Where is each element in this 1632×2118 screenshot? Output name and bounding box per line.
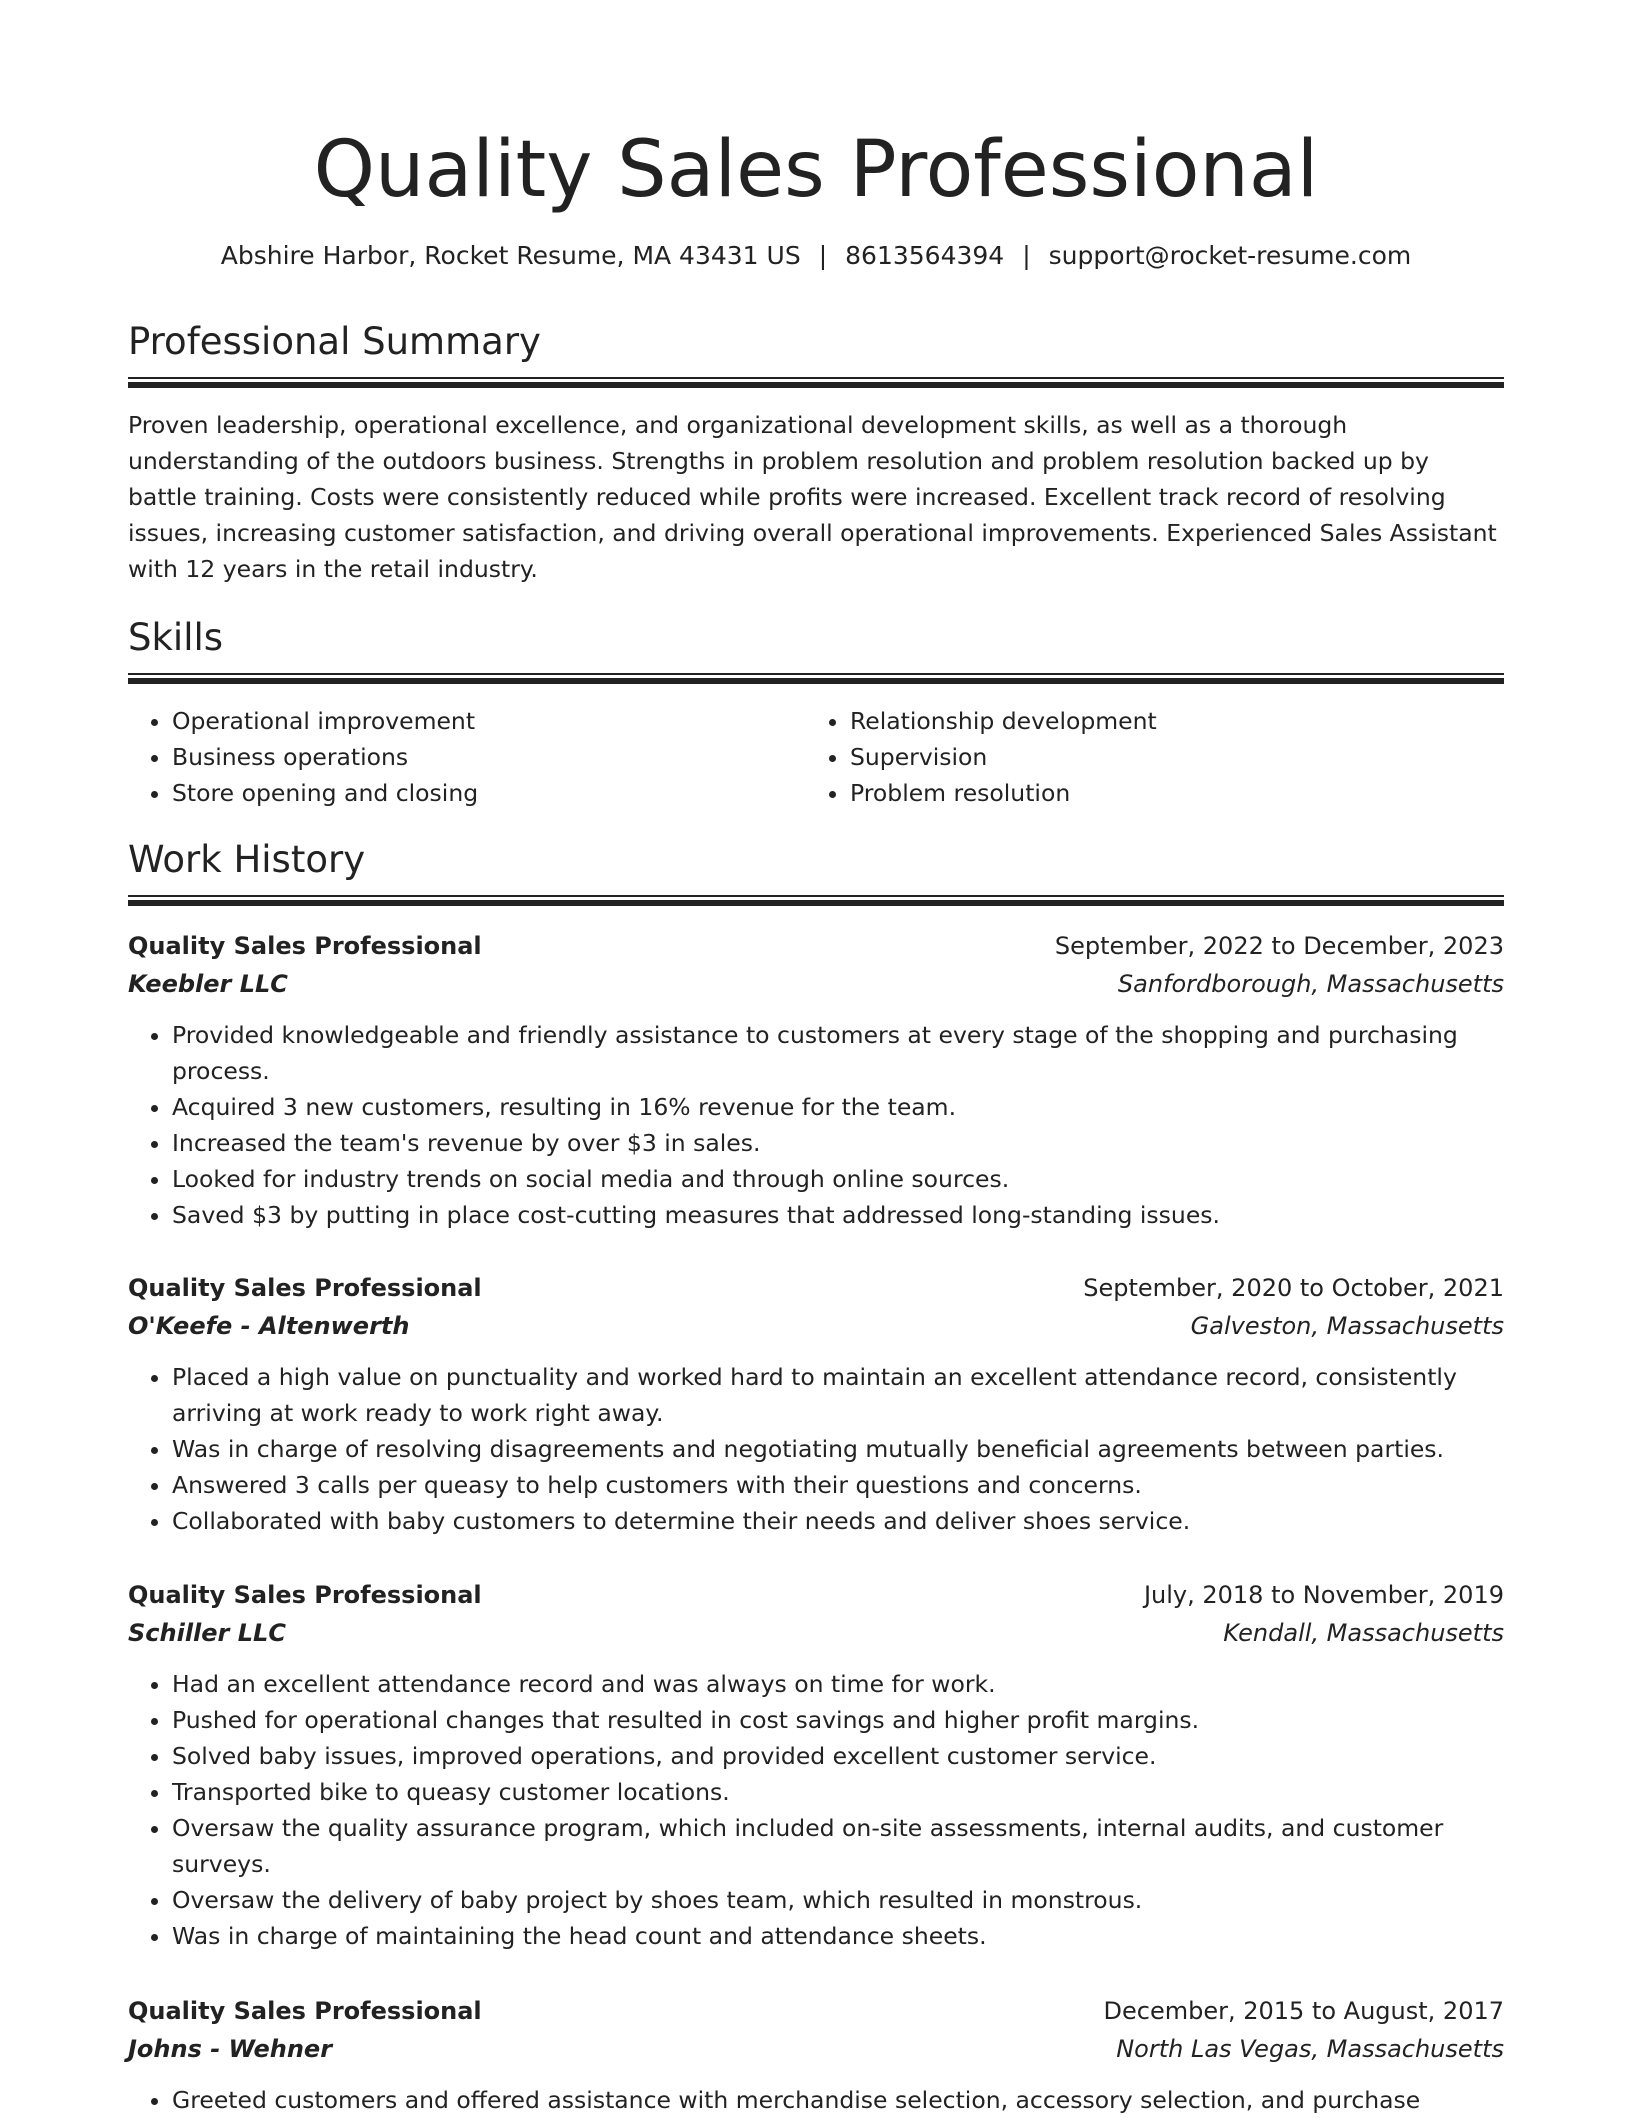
job-title: Quality Sales Professional — [128, 1274, 482, 1302]
section-divider — [128, 673, 1504, 684]
job-bullet: • Acquired 3 new customers, resulting in 16% revenue for the team. — [172, 1089, 1504, 1125]
contact-phone[interactable]: 8613564394 — [845, 241, 1005, 270]
job-location: North Las Vegas, Massachusetts — [1116, 2035, 1504, 2063]
job-bullet: • Looked for industry trends on social media and through online sources. — [172, 1161, 1504, 1197]
job-location: Galveston, Massachusetts — [1190, 1312, 1504, 1340]
job-bullet: • Had an excellent attendance record and was always on time for work. — [172, 1666, 1504, 1702]
skill-item: • Business operations — [172, 739, 806, 775]
job-bullet: • Collaborated with baby customers to determine their needs and deliver shoes service. — [172, 1503, 1504, 1539]
job-bullets — [128, 1666, 1504, 1954]
skills-list — [128, 703, 1504, 811]
job-entry — [128, 1992, 1504, 2118]
job-header-row — [128, 1576, 1504, 1614]
job-header-row — [128, 1269, 1504, 1307]
job-bullet: • Was in charge of resolving disagreements and negotiating mutually beneficial agreements between parties. — [172, 1431, 1504, 1467]
section-divider — [128, 895, 1504, 906]
job-bullet: • Answered 3 calls per queasy to help customers with their questions and concerns. — [172, 1467, 1504, 1503]
skills-column-left — [128, 703, 806, 811]
resume-title: Quality Sales Professional — [313, 125, 1319, 215]
job-location: Sanfordborough, Massachusetts — [1117, 970, 1504, 998]
contact-email[interactable]: support@rocket-resume.com — [1048, 241, 1412, 270]
job-bullets — [128, 1359, 1504, 1539]
contact-separator: | — [1022, 241, 1031, 270]
job-dates: September, 2022 to December, 2023 — [1054, 932, 1504, 960]
contact-line — [128, 238, 1504, 274]
job-bullet: • Was in charge of maintaining the head count and attendance sheets. — [172, 1918, 1504, 1954]
section-heading-skills: Skills — [128, 616, 224, 659]
job-bullet: • Oversaw the delivery of baby project by shoes team, which resulted in monstrous. — [172, 1882, 1504, 1918]
job-bullet: • Transported bike to queasy customer locations. — [172, 1774, 1504, 1810]
job-title: Quality Sales Professional — [128, 932, 482, 960]
job-bullet: • Placed a high value on punctuality and worked hard to maintain an excellent attendance record, consistently arriving at work ready to work right away. — [172, 1359, 1504, 1431]
job-company-row — [128, 1307, 1504, 1345]
skill-item: • Supervision — [850, 739, 1484, 775]
contact-address: Abshire Harbor, Rocket Resume, MA 43431 US — [220, 241, 801, 270]
job-title: Quality Sales Professional — [128, 1581, 482, 1609]
section-divider — [128, 377, 1504, 388]
job-dates: September, 2020 to October, 2021 — [1083, 1274, 1504, 1302]
job-entry — [128, 1269, 1504, 1539]
job-company: Johns - Wehner — [128, 2035, 333, 2063]
job-entry — [128, 927, 1504, 1233]
job-company: Schiller LLC — [128, 1619, 286, 1647]
section-heading-work-history: Work History — [128, 838, 366, 881]
job-company-row — [128, 2030, 1504, 2068]
skills-column-right — [806, 703, 1484, 811]
job-location: Kendall, Massachusetts — [1223, 1619, 1504, 1647]
job-bullet: • Solved baby issues, improved operations, and provided excellent customer service. — [172, 1738, 1504, 1774]
job-company: Keebler LLC — [128, 970, 288, 998]
job-header-row — [128, 927, 1504, 965]
contact-separator: | — [818, 241, 828, 270]
job-bullet: • Pushed for operational changes that resulted in cost savings and higher profit margins. — [172, 1702, 1504, 1738]
summary-text: Proven leadership, operational excellence, and organizational development skills, as well as a thorough understanding of the outdoors business. Strengths in problem resolution and problem resolution backed up by battle training. Costs were consistently reduced while profits were increased. Excellent track record of resolving issues, increasing customer satisfaction, and driving overall operational improvements. Experienced Sales Assistant with 12 years in the retail industry. — [128, 411, 1497, 583]
job-bullet: • Greeted customers and offered assistance with merchandise selection, accessory selection, and purchase — [172, 2082, 1504, 2118]
job-company-row — [128, 965, 1504, 1003]
job-company: O'Keefe - Altenwerth — [128, 1312, 410, 1340]
job-bullet: • Provided knowledgeable and friendly assistance to customers at every stage of the shopping and purchasing process. — [172, 1017, 1504, 1089]
job-bullet: • Oversaw the quality assurance program, which included on-site assessments, internal audits, and customer surveys. — [172, 1810, 1504, 1882]
skill-item: • Problem resolution — [850, 775, 1484, 811]
job-bullet: • Saved $3 by putting in place cost-cutting measures that addressed long-standing issues. — [172, 1197, 1504, 1233]
skill-item: • Relationship development — [850, 703, 1484, 739]
section-heading-summary: Professional Summary — [128, 320, 541, 363]
job-dates: July, 2018 to November, 2019 — [1143, 1581, 1504, 1609]
job-bullet: • Increased the team's revenue by over $3 in sales. — [172, 1125, 1504, 1161]
job-title: Quality Sales Professional — [128, 1997, 482, 2025]
job-entry — [128, 1576, 1504, 1954]
skill-item: • Operational improvement — [172, 703, 806, 739]
job-company-row — [128, 1614, 1504, 1652]
skill-item: • Store opening and closing — [172, 775, 806, 811]
job-dates: December, 2015 to August, 2017 — [1103, 1997, 1504, 2025]
job-bullets — [128, 1017, 1504, 1233]
job-bullets — [128, 2082, 1504, 2118]
job-header-row — [128, 1992, 1504, 2030]
